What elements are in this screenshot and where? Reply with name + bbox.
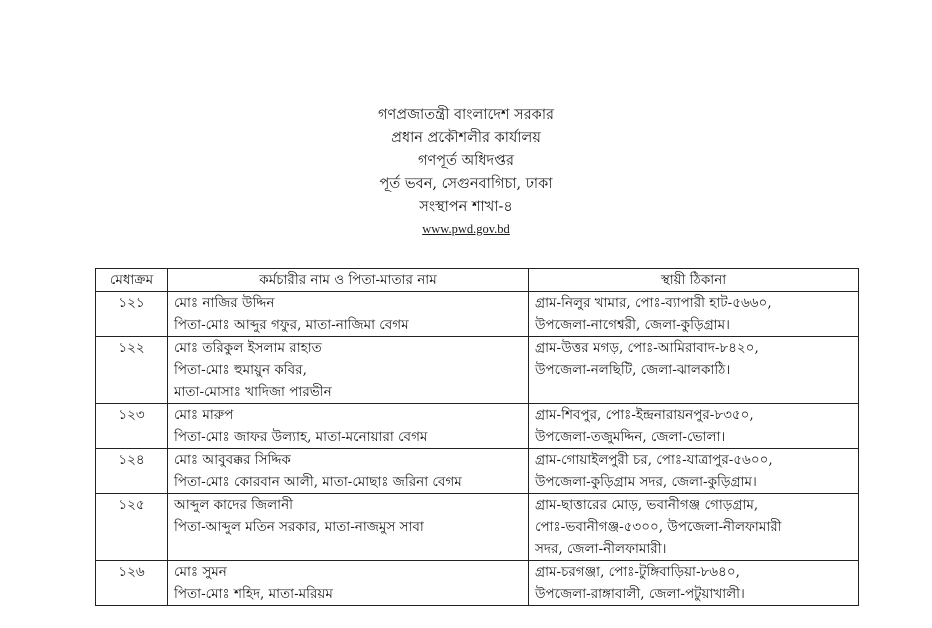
address-cell	[529, 292, 859, 337]
address-line: গ্রাম-গোয়াইলপুরী চর, পোঃ-যাত্রাপুর-৫৬০০,	[535, 452, 773, 468]
department-name: গণপূর্ত অধিদপ্তর	[418, 153, 514, 169]
name-cell	[168, 337, 529, 404]
name-cell	[168, 292, 529, 337]
parents-name: পিতা-মোঃ হুমায়ুন কবির,	[174, 362, 307, 378]
section-name: সংস্থাপন শাখা-৪	[419, 199, 513, 215]
name-cell	[168, 404, 529, 449]
name-cell	[168, 561, 529, 606]
table-row	[96, 337, 859, 404]
address-line: গ্রাম-চরগঞ্জা, পোঃ-টুঙ্গিবাড়িয়া-৮৬৪০,	[535, 564, 740, 580]
address-line: গ্রাম-নিলুর খামার, পোঃ-ব্যাপারী হাট-৫৬৬০,	[535, 295, 772, 311]
employee-name: মোঃ আবুবক্কর সিদ্দিক	[174, 452, 291, 468]
table-row	[96, 449, 859, 494]
table-row	[96, 561, 859, 606]
address-line: গ্রাম-শিবপুর, পোঃ-ইন্দ্রনারায়নপুর-৮৩৫০,	[535, 407, 754, 423]
employee-name: মোঃ মারুপ	[174, 407, 234, 423]
address-line: পোঃ-ভবানীগঞ্জ-৫৩০০, উপজেলা-নীলফামারী	[535, 519, 782, 535]
table-row	[96, 292, 859, 337]
serial-cell: ১২৫	[96, 494, 168, 561]
address-line: উপজেলা-কুড়িগ্রাম সদর, জেলা-কুড়িগ্রাম।	[535, 474, 757, 490]
parents-name: মাতা-মোসাঃ খাদিজা পারভীন	[174, 384, 332, 400]
serial-cell: ১২৬	[96, 561, 168, 606]
website-link[interactable]: www.pwd.gov.bd	[422, 222, 510, 236]
address-line: সদর, জেলা-নীলফামারী।	[535, 541, 667, 557]
address-cell	[529, 561, 859, 606]
address-line: উপজেলা-রাঙ্গাবালী, জেলা-পটুয়াখালী।	[535, 586, 745, 602]
letterhead	[0, 104, 932, 239]
address-cell	[529, 337, 859, 404]
employee-name: মোঃ সুমন	[174, 564, 227, 580]
parents-name: পিতা-মোঃ কোরবান আলী, মাতা-মোছাঃ জরিনা বেগম	[174, 474, 462, 490]
serial-cell: ১২৩	[96, 404, 168, 449]
office-name: প্রধান প্রকৌশলীর কার্যালয়	[391, 130, 541, 146]
parents-name: পিতা-মোঃ জাফর উল্যাহ, মাতা-মনোয়ারা বেগম	[174, 429, 428, 445]
employee-name: মোঃ নাজির উদ্দিন	[174, 295, 275, 311]
government-name: গণপ্রজাতন্ত্রী বাংলাদেশ সরকার	[377, 107, 554, 123]
parents-name: পিতা-মোঃ শহিদ, মাতা-মরিয়ম	[174, 586, 333, 602]
employee-name: মোঃ তরিকুল ইসলাম রাহাত	[174, 340, 322, 356]
serial-cell: ১২১	[96, 292, 168, 337]
address-line: গ্রাম-ছাত্তারের মোড়, ভবানীগঞ্জ গোড়গ্রাম,	[535, 497, 759, 513]
parents-name: পিতা-মোঃ আব্দুর গফুর, মাতা-নাজিমা বেগম	[174, 317, 409, 333]
name-cell	[168, 449, 529, 494]
table-header-row	[96, 269, 859, 292]
address-line: উপজেলা-নলছিটি, জেলা-ঝালকাঠি।	[535, 362, 731, 378]
address-line: উপজেলা-নাগেশ্বরী, জেলা-কুড়িগ্রাম।	[535, 317, 730, 333]
name-cell	[168, 494, 529, 561]
employee-name: আব্দুল কাদের জিলানী	[174, 497, 294, 513]
address-cell	[529, 404, 859, 449]
employee-table	[95, 268, 859, 606]
office-address: পূর্ত ভবন, সেগুনবাগিচা, ঢাকা	[379, 176, 553, 192]
serial-cell: ১২২	[96, 337, 168, 404]
column-header-serial: মেধাক্রম	[96, 269, 168, 292]
parents-name: পিতা-আব্দুল মতিন সরকার, মাতা-নাজমুস সাবা	[174, 519, 424, 535]
address-cell	[529, 494, 859, 561]
column-header-address: স্থায়ী ঠিকানা	[529, 269, 859, 292]
table-row	[96, 404, 859, 449]
address-cell	[529, 449, 859, 494]
column-header-name: কর্মচারীর নাম ও পিতা-মাতার নাম	[168, 269, 529, 292]
address-line: উপজেলা-তজুমদ্দিন, জেলা-ভোলা।	[535, 429, 726, 445]
serial-cell: ১২৪	[96, 449, 168, 494]
address-line: গ্রাম-উত্তর মগড়, পোঃ-আমিরাবাদ-৮৪২০,	[535, 340, 759, 356]
table-row	[96, 494, 859, 561]
